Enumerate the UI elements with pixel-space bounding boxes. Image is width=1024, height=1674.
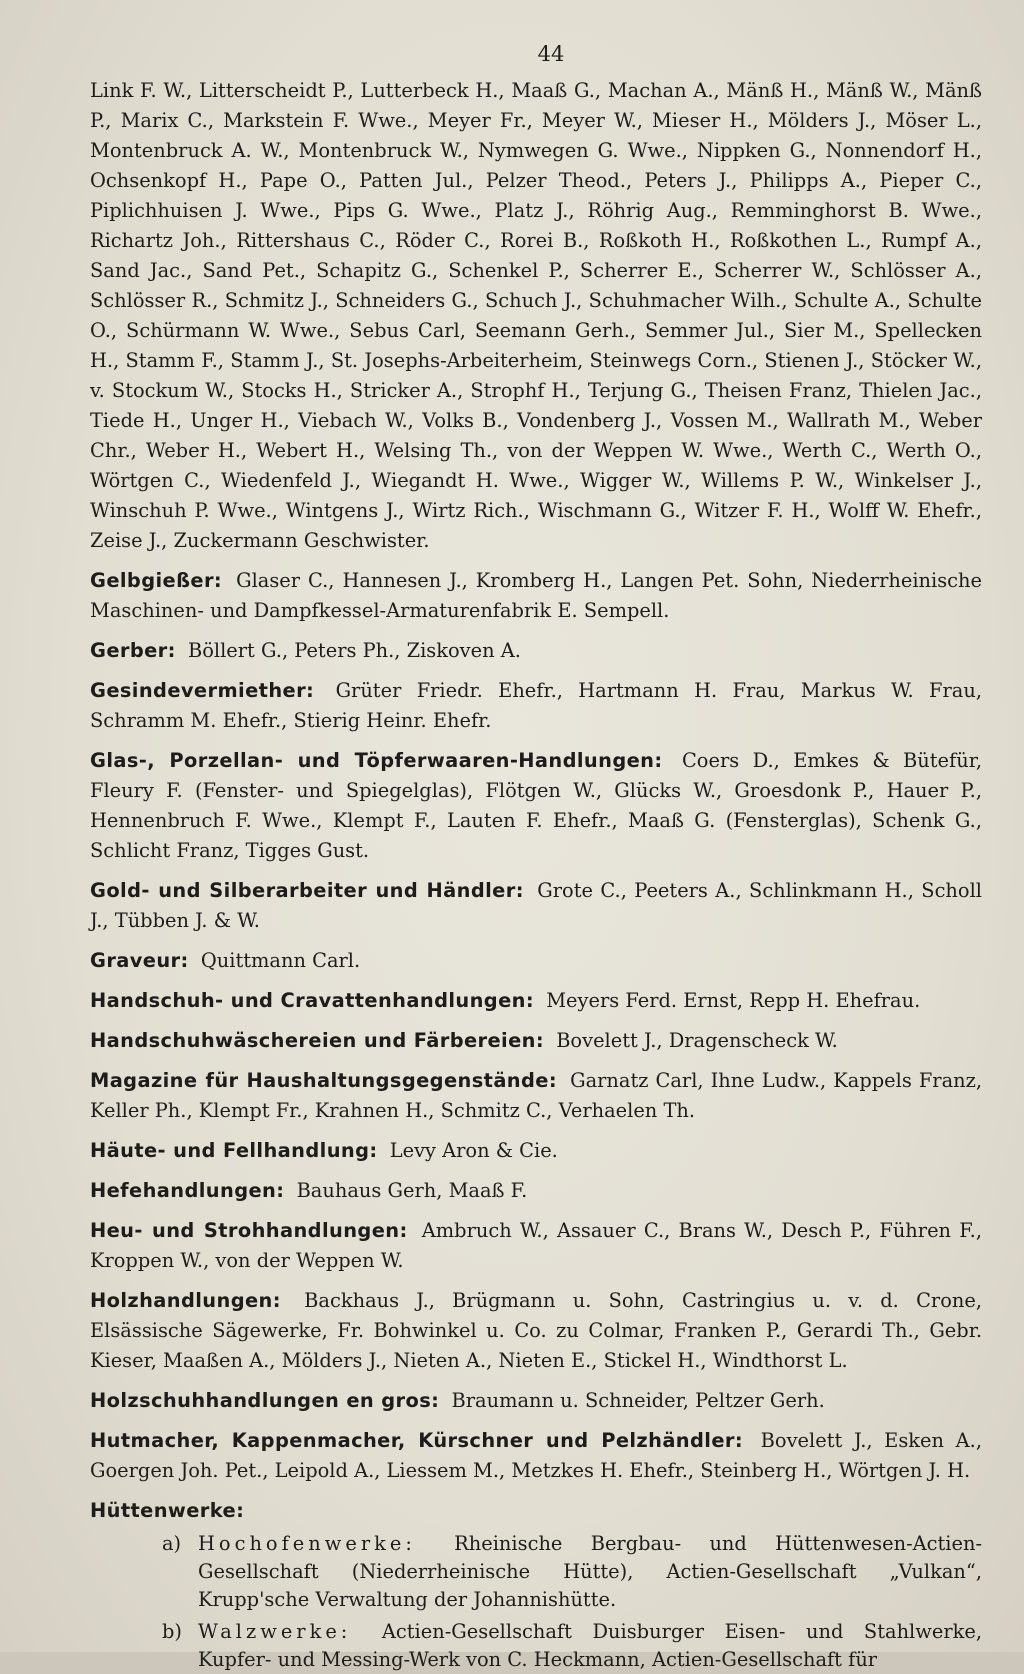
trade-entry (90, 946, 982, 976)
entry-text: Meyers Ferd. Ernst, Repp H. Ehefrau. (546, 989, 921, 1012)
sub-entry-label: a) (162, 1532, 182, 1555)
entry-text: Quittmann Carl. (200, 949, 361, 972)
entry-heading: Holzhandlungen: (90, 1289, 281, 1312)
sub-entry-body (198, 1530, 982, 1614)
sub-entry-text: Actien-Gesellschaft Duisburger Eisen- und Stahlwerke, Kupfer- und Messing-Werk von C. Heckmann, Actien-Gesellschaft für (198, 1620, 982, 1671)
trade-entry (90, 1026, 982, 1056)
entry-text: Grote C., Peeters A., Schlinkmann H., Scholl J., Tübben J. & W. (90, 879, 983, 932)
entry-text: Bovelett J., Dragenscheck W. (556, 1029, 838, 1052)
sub-entry-title: Walzwerke: (198, 1620, 352, 1643)
trade-entry (90, 1386, 982, 1416)
entry-text: Coers D., Emkes & Bütefür, Fleury F. (Fenster- und Spiegelglas), Flötgen W., Glücks W., Groesdonk P., Hauer P., Hennenbruch F. Wwe., Klempt F., Lauten F. Ehefr., Maaß G. (Fensterglas), Schenk G., Schlicht Franz, Tigges Gust. (90, 749, 982, 862)
trade-entry (90, 1496, 982, 1526)
entry-heading: Handschuhwäschereien und Färbereien: (90, 1029, 545, 1052)
trade-entries (90, 566, 982, 1674)
trade-entry (90, 636, 982, 666)
entry-heading: Glas-, Porzellan- und Töpferwaaren-Handlungen: (90, 749, 663, 772)
entry-heading: Hüttenwerke: (90, 1499, 245, 1522)
trade-entry (90, 1176, 982, 1206)
sub-entry-text: Rheinische Bergbau- und Hüttenwesen-Actien-Gesellschaft (Niederrheinische Hütte), Actien-Gesellschaft „Vulkan“, Krupp'sche Verwaltung der Johannishütte. (198, 1532, 982, 1611)
sub-entry (162, 1530, 982, 1614)
entry-heading: Heu- und Strohhandlungen: (90, 1219, 408, 1242)
entry-heading: Gelbgießer: (90, 569, 223, 592)
entry-heading: Gold- und Silberarbeiter und Händler: (90, 879, 524, 902)
trade-entry (90, 1426, 982, 1486)
trade-entry (90, 1216, 982, 1276)
entry-heading: Hutmacher, Kappenmacher, Kürschner und Pelzhändler: (90, 1429, 744, 1452)
trade-entry (90, 1066, 982, 1126)
opening-paragraph: Link F. W., Litterscheidt P., Lutterbeck H., Maaß G., Machan A., Mänß H., Mänß W., Mänß P., Marix C., Markstein F. Wwe., Meyer Fr., Meyer W., Mieser H., Mölders J., Möser L., Montenbruck A. W., Montenbruck W., Nymwegen G. Wwe., Nippken G., Nonnendorf H., Ochsenkopf H., Pape O., Patten Jul., Pelzer Theod., Peters J., Philipps A., Pieper C., Piplichhuisen J. Wwe., Pips G. Wwe., Platz J., Röhrig Aug., Remminghorst B. Wwe., Richartz Joh., Rittershaus C., Röder C., Rorei B., Roßkoth H., Roßkothen L., Rumpf A., Sand Jac., Sand Pet., Schapitz G., Schenkel P., Scherrer E., Scherrer W., Schlösser A., Schlösser R., Schmitz J., Schneiders G., Schuch J., Schuhmacher Wilh., Schulte A., Schulte O., Schürmann W. Wwe., Sebus Carl, Seemann Gerh., Semmer Jul., Sier M., Spellecken H., Stamm F., Stamm J., St. Josephs-Arbeiterheim, Steinwegs Corn., Stienen J., Stöcker W., v. Stockum W., Stocks H., Stricker A., Strophf H., Terjung G., Theisen Franz, Thielen Jac., Tiede H., Unger H., Viebach W., Volks B., Vondenberg J., Vossen M., Wallrath M., Weber Chr., Weber H., Webert H., Welsing Th., von der Weppen W. Wwe., Werth C., Werth O., Wörtgen C., Wiedenfeld J., Wiegandt H. Wwe., Wigger W., Willems P. W., Winkelser J., Winschuh P. Wwe., Wintgens J., Wirtz Rich., Wischmann G., Witzer F. H., Wolff W. Ehefr., Zeise J., Zuckermann Geschwister. (90, 79, 982, 552)
trade-entry (90, 746, 982, 866)
entry-text: Levy Aron & Cie. (389, 1139, 558, 1162)
entry-heading: Gerber: (90, 639, 176, 662)
sub-entry-title: Hochofenwerke: (198, 1532, 416, 1555)
entry-heading: Hefehandlungen: (90, 1179, 285, 1202)
sub-entry (162, 1618, 982, 1674)
entry-heading: Gesindevermiether: (90, 679, 315, 702)
entry-text: Garnatz Carl, Ihne Ludw., Kappels Franz, Keller Ph., Klempt Fr., Krahnen H., Schmitz C., Verhaelen Th. (90, 1069, 982, 1122)
entry-text: Backhaus J., Brügmann u. Sohn, Castringius u. v. d. Crone, Elsässische Sägewerke, Fr. Bohwinkel u. Co. zu Colmar, Franken P., Gerardi Th., Gebr. Kieser, Maaßen A., Mölders J., Nieten A., Nieten E., Stickel H., Windthorst L. (90, 1289, 982, 1372)
trade-entry (90, 676, 982, 736)
trade-entry (90, 1136, 982, 1166)
trade-entry (90, 1286, 982, 1376)
entry-text: Glaser C., Hannesen J., Kromberg H., Langen Pet. Sohn, Niederrheinische Maschinen- und Dampfkessel-Armaturenfabrik E. Sempell. (90, 569, 982, 622)
sub-entry-body (198, 1618, 982, 1674)
entry-heading: Graveur: (90, 949, 189, 972)
entry-heading: Magazine für Haushaltungsgegenstände: (90, 1069, 557, 1092)
entry-text: Braumann u. Schneider, Peltzer Gerh. (451, 1389, 825, 1412)
entry-heading: Häute- und Fellhandlung: (90, 1139, 378, 1162)
entry-text: Ambruch W., Assauer C., Brans W., Desch P., Führen F., Kroppen W., von der Weppen W. (90, 1219, 982, 1272)
entry-text: Bauhaus Gerh, Maaß F. (296, 1179, 528, 1202)
entry-text: Böllert G., Peters Ph., Ziskoven A. (187, 639, 521, 662)
trade-entry (90, 986, 982, 1016)
entry-text: Grüter Friedr. Ehefr., Hartmann H. Frau, Markus W. Frau, Schramm M. Ehefr., Stierig Heinr. Ehefr. (90, 679, 982, 732)
entry-heading: Handschuh- und Cravattenhandlungen: (90, 989, 535, 1012)
entry-heading: Holzschuhhandlungen en gros: (90, 1389, 440, 1412)
trade-entry (90, 876, 982, 936)
sub-entry-label: b) (162, 1620, 182, 1643)
trade-entry (90, 566, 982, 626)
page-number: 44 (537, 42, 565, 66)
entry-text: Bovelett J., Esken A., Goergen Joh. Pet., Leipold A., Liessem M., Metzkes H. Ehefr., Steinberg H., Wörtgen J. H. (90, 1429, 982, 1482)
